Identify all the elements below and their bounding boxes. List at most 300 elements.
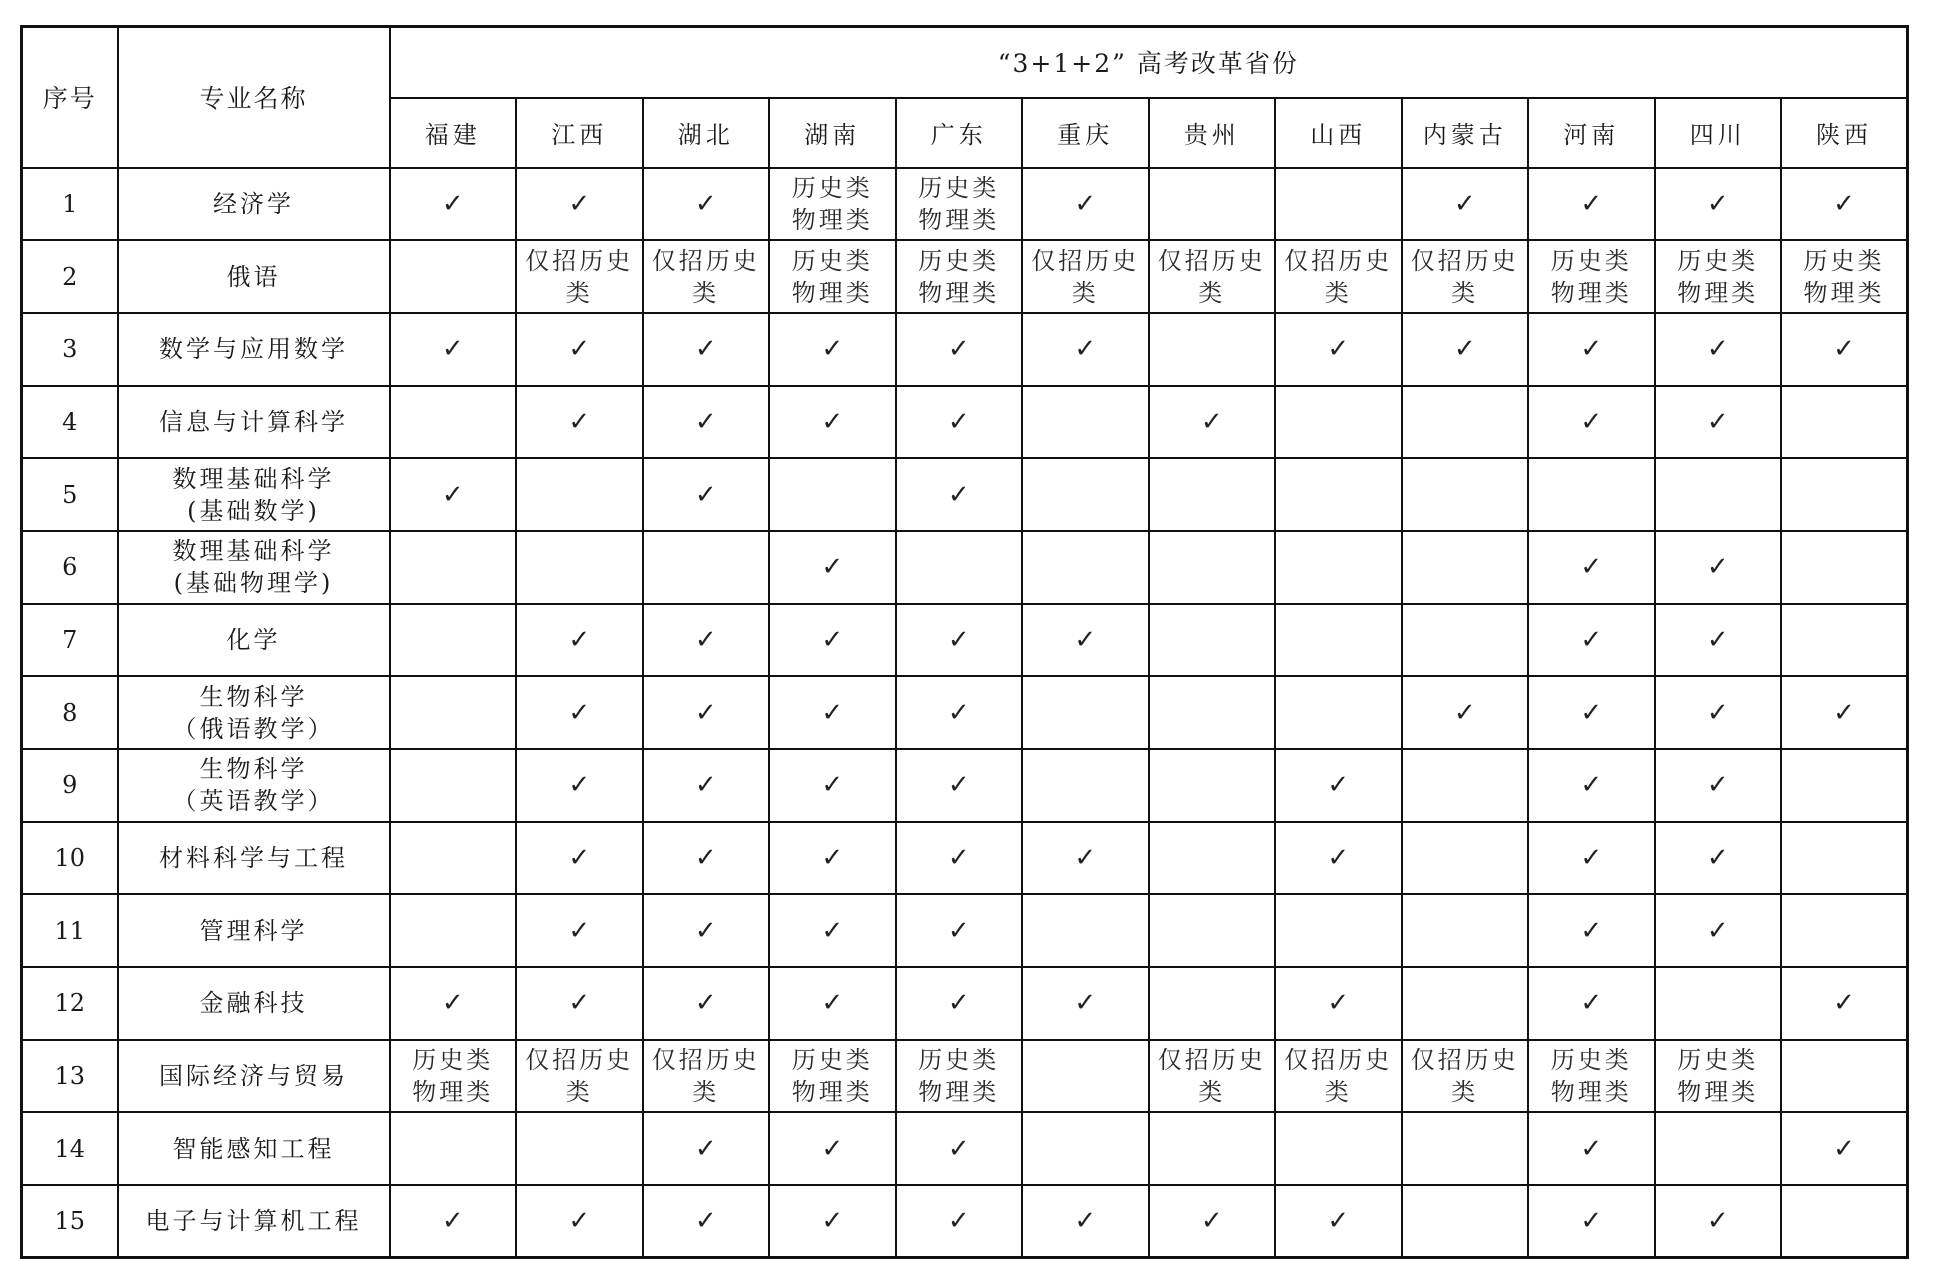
enrollment-note-line: 历史类 [1550, 1046, 1632, 1075]
enrollment-note [1402, 240, 1529, 313]
enrollment-note-line: 仅招历史 [525, 246, 634, 275]
check-icon: ✓ [1781, 1112, 1908, 1185]
check-icon: ✓ [1655, 894, 1782, 967]
empty-cell [1781, 749, 1908, 822]
row-number: 9 [22, 749, 118, 822]
column-header-province: 四川 [1655, 98, 1782, 168]
empty-cell [1022, 531, 1149, 604]
empty-cell [516, 1112, 643, 1185]
enrollment-note-line: 仅招历史 [525, 1046, 634, 1075]
enrollment-note [516, 240, 643, 313]
empty-cell [1022, 749, 1149, 822]
empty-cell [1275, 458, 1402, 531]
check-icon: ✓ [516, 822, 643, 895]
table-row [22, 1040, 1908, 1113]
enrollment-note-line: 物理类 [791, 1078, 873, 1107]
check-icon: ✓ [1022, 1185, 1149, 1258]
check-icon: ✓ [769, 386, 896, 459]
check-icon: ✓ [1275, 967, 1402, 1040]
column-header-major: 专业名称 [118, 27, 390, 168]
major-name [118, 604, 390, 677]
column-header-province: 江西 [516, 98, 643, 168]
empty-cell [896, 531, 1023, 604]
major-name-line: 数理基础科学 [172, 464, 335, 493]
major-name-line: （俄语教学） [172, 714, 335, 743]
check-icon: ✓ [1275, 313, 1402, 386]
enrollment-note-line: 物理类 [412, 1078, 494, 1107]
enrollment-note-line: 物理类 [918, 278, 1000, 307]
column-header-province: 河南 [1528, 98, 1655, 168]
row-number: 4 [22, 386, 118, 459]
major-name [118, 822, 390, 895]
enrollment-note-line: 仅招历史 [1284, 1046, 1393, 1075]
empty-cell [390, 822, 517, 895]
check-icon: ✓ [1528, 676, 1655, 749]
enrollment-note [896, 240, 1023, 313]
major-name [118, 313, 390, 386]
enrollment-note-line: 物理类 [1677, 1078, 1759, 1107]
row-number: 12 [22, 967, 118, 1040]
major-name-line: 信息与计算科学 [159, 407, 348, 436]
check-icon: ✓ [1528, 313, 1655, 386]
enrollment-note [769, 240, 896, 313]
check-icon: ✓ [1528, 531, 1655, 604]
enrollment-note-line: 历史类 [918, 246, 1000, 275]
empty-cell [1149, 313, 1276, 386]
enrollment-note [1149, 240, 1276, 313]
row-number: 3 [22, 313, 118, 386]
empty-cell [390, 240, 517, 313]
enrollment-note-line: 物理类 [1803, 278, 1885, 307]
enrollment-note-line: 类 [1071, 278, 1099, 307]
check-icon: ✓ [643, 822, 770, 895]
enrollment-note [1149, 1040, 1276, 1113]
check-icon: ✓ [1149, 1185, 1276, 1258]
check-icon: ✓ [1528, 967, 1655, 1040]
major-name-line: 生物科学 [199, 755, 308, 784]
enrollment-note-line: 物理类 [1550, 278, 1632, 307]
empty-cell [390, 386, 517, 459]
check-icon: ✓ [643, 458, 770, 531]
enrollment-note-line: 物理类 [918, 1078, 1000, 1107]
enrollment-note-line: 仅招历史 [651, 1046, 760, 1075]
majors-province-table [20, 25, 1909, 1259]
major-name-line: (基础数学) [187, 496, 320, 525]
table-row [22, 676, 1908, 749]
column-header-province: 湖北 [643, 98, 770, 168]
major-name-line: 化学 [226, 625, 281, 654]
check-icon: ✓ [643, 894, 770, 967]
check-icon: ✓ [1149, 386, 1276, 459]
major-name [118, 240, 390, 313]
check-icon: ✓ [1528, 168, 1655, 241]
enrollment-note [1655, 1040, 1782, 1113]
enrollment-note [643, 1040, 770, 1113]
row-number: 14 [22, 1112, 118, 1185]
empty-cell [1402, 386, 1529, 459]
check-icon: ✓ [1022, 967, 1149, 1040]
empty-cell [1149, 1112, 1276, 1185]
check-icon: ✓ [769, 604, 896, 677]
table-row [22, 313, 1908, 386]
empty-cell [1402, 749, 1529, 822]
empty-cell [1781, 1185, 1908, 1258]
check-icon: ✓ [896, 313, 1023, 386]
check-icon: ✓ [1781, 676, 1908, 749]
row-number: 11 [22, 894, 118, 967]
check-icon: ✓ [1528, 604, 1655, 677]
empty-cell [1781, 386, 1908, 459]
check-icon: ✓ [1528, 1112, 1655, 1185]
check-icon: ✓ [1655, 168, 1782, 241]
check-icon: ✓ [643, 749, 770, 822]
empty-cell [1275, 604, 1402, 677]
check-icon: ✓ [390, 313, 517, 386]
check-icon: ✓ [1528, 749, 1655, 822]
enrollment-note-line: 类 [692, 278, 720, 307]
empty-cell [1149, 822, 1276, 895]
check-icon: ✓ [1655, 676, 1782, 749]
column-header-province: 广东 [896, 98, 1023, 168]
empty-cell [769, 458, 896, 531]
check-icon: ✓ [1022, 313, 1149, 386]
check-icon: ✓ [1275, 749, 1402, 822]
enrollment-note-line: 类 [1451, 278, 1479, 307]
major-name-line: 电子与计算机工程 [145, 1207, 362, 1236]
empty-cell [1022, 1040, 1149, 1113]
check-icon: ✓ [1022, 604, 1149, 677]
enrollment-note-line: 历史类 [791, 246, 873, 275]
empty-cell [1402, 531, 1529, 604]
enrollment-note-line: 类 [565, 278, 593, 307]
check-icon: ✓ [1781, 967, 1908, 1040]
enrollment-note-line: 历史类 [791, 1046, 873, 1075]
check-icon: ✓ [769, 822, 896, 895]
check-icon: ✓ [390, 458, 517, 531]
check-icon: ✓ [516, 168, 643, 241]
enrollment-note-line: 物理类 [1550, 1078, 1632, 1107]
empty-cell [1149, 168, 1276, 241]
major-name [118, 1040, 390, 1113]
empty-cell [1149, 604, 1276, 677]
check-icon: ✓ [643, 386, 770, 459]
enrollment-note-line: 仅招历史 [1410, 246, 1519, 275]
enrollment-note-line: 物理类 [791, 278, 873, 307]
enrollment-note-line: 历史类 [1677, 246, 1759, 275]
empty-cell [1149, 676, 1276, 749]
enrollment-note [1528, 240, 1655, 313]
enrollment-note-line: 历史类 [791, 173, 873, 202]
column-header-province: 湖南 [769, 98, 896, 168]
empty-cell [1655, 1112, 1782, 1185]
check-icon: ✓ [1655, 749, 1782, 822]
empty-cell [1781, 1040, 1908, 1113]
column-header-province: 山西 [1275, 98, 1402, 168]
check-icon: ✓ [896, 604, 1023, 677]
empty-cell [390, 676, 517, 749]
row-number: 15 [22, 1185, 118, 1258]
check-icon: ✓ [769, 531, 896, 604]
row-number: 10 [22, 822, 118, 895]
table-row [22, 531, 1908, 604]
major-name [118, 1185, 390, 1258]
major-name [118, 749, 390, 822]
check-icon: ✓ [643, 1112, 770, 1185]
check-icon: ✓ [390, 1185, 517, 1258]
check-icon: ✓ [769, 1185, 896, 1258]
check-icon: ✓ [896, 1185, 1023, 1258]
enrollment-note [1022, 240, 1149, 313]
enrollment-note-line: 历史类 [918, 173, 1000, 202]
check-icon: ✓ [1655, 531, 1782, 604]
check-icon: ✓ [516, 313, 643, 386]
empty-cell [1022, 386, 1149, 459]
check-icon: ✓ [769, 749, 896, 822]
table-row [22, 894, 1908, 967]
check-icon: ✓ [769, 313, 896, 386]
enrollment-note [643, 240, 770, 313]
major-name-line: 数学与应用数学 [159, 335, 348, 364]
enrollment-note [896, 168, 1023, 241]
major-name-line: 智能感知工程 [172, 1134, 335, 1163]
major-name-line: 管理科学 [199, 916, 308, 945]
enrollment-note-line: 仅招历史 [1031, 246, 1140, 275]
empty-cell [390, 531, 517, 604]
check-icon: ✓ [896, 967, 1023, 1040]
check-icon: ✓ [1528, 386, 1655, 459]
enrollment-note-line: 仅招历史 [651, 246, 760, 275]
row-number: 5 [22, 458, 118, 531]
table-row [22, 1185, 1908, 1258]
enrollment-note [769, 1040, 896, 1113]
empty-cell [1275, 168, 1402, 241]
major-name-line: 金融科技 [199, 989, 308, 1018]
check-icon: ✓ [896, 894, 1023, 967]
enrollment-note-line: 仅招历史 [1157, 246, 1266, 275]
enrollment-note [1655, 240, 1782, 313]
empty-cell [1402, 1185, 1529, 1258]
empty-cell [1402, 894, 1529, 967]
enrollment-note-line: 类 [1198, 1078, 1226, 1107]
check-icon: ✓ [1275, 822, 1402, 895]
major-name [118, 458, 390, 531]
empty-cell [1022, 676, 1149, 749]
check-icon: ✓ [1022, 822, 1149, 895]
table-row [22, 168, 1908, 241]
empty-cell [390, 1112, 517, 1185]
major-name-line: (基础物理学) [173, 569, 334, 598]
check-icon: ✓ [1655, 386, 1782, 459]
empty-cell [1022, 894, 1149, 967]
empty-cell [1149, 458, 1276, 531]
check-icon: ✓ [1402, 313, 1529, 386]
check-icon: ✓ [516, 386, 643, 459]
table-row [22, 967, 1908, 1040]
empty-cell [1022, 458, 1149, 531]
enrollment-note-line: 仅招历史 [1410, 1046, 1519, 1075]
check-icon: ✓ [1655, 313, 1782, 386]
enrollment-note [1528, 1040, 1655, 1113]
empty-cell [1781, 894, 1908, 967]
enrollment-note-line: 物理类 [918, 205, 1000, 234]
enrollment-note-line: 类 [692, 1078, 720, 1107]
column-header-province: 内蒙古 [1402, 98, 1529, 168]
check-icon: ✓ [1528, 822, 1655, 895]
check-icon: ✓ [769, 1112, 896, 1185]
table-row [22, 386, 1908, 459]
check-icon: ✓ [643, 604, 770, 677]
province-group-title: “3+1+2” 高考改革省份 [390, 27, 1908, 98]
enrollment-note-line: 类 [1451, 1078, 1479, 1107]
check-icon: ✓ [769, 967, 896, 1040]
check-icon: ✓ [516, 967, 643, 1040]
check-icon: ✓ [390, 168, 517, 241]
empty-cell [390, 894, 517, 967]
check-icon: ✓ [643, 313, 770, 386]
check-icon: ✓ [896, 822, 1023, 895]
enrollment-note [769, 168, 896, 241]
empty-cell [1022, 1112, 1149, 1185]
check-icon: ✓ [896, 386, 1023, 459]
table-body [22, 168, 1908, 1258]
major-name-line: 经济学 [213, 189, 294, 218]
enrollment-note-line: 类 [1198, 278, 1226, 307]
check-icon: ✓ [643, 676, 770, 749]
empty-cell [1402, 967, 1529, 1040]
enrollment-note [390, 1040, 517, 1113]
column-header-province: 陕西 [1781, 98, 1908, 168]
major-name-line: 俄语 [226, 262, 281, 291]
empty-cell [1402, 604, 1529, 677]
enrollment-note-line: 历史类 [1803, 246, 1885, 275]
empty-cell [1402, 1112, 1529, 1185]
major-name [118, 386, 390, 459]
empty-cell [1402, 458, 1529, 531]
major-name-line: 生物科学 [199, 682, 308, 711]
empty-cell [1655, 967, 1782, 1040]
check-icon: ✓ [643, 168, 770, 241]
table-row [22, 240, 1908, 313]
major-name [118, 967, 390, 1040]
empty-cell [643, 531, 770, 604]
enrollment-note [1781, 240, 1908, 313]
major-name [118, 894, 390, 967]
major-name-line: （英语教学） [172, 787, 335, 816]
major-name [118, 168, 390, 241]
enrollment-note [1275, 240, 1402, 313]
major-name [118, 531, 390, 604]
enrollment-note-line: 仅招历史 [1284, 246, 1393, 275]
check-icon: ✓ [390, 967, 517, 1040]
empty-cell [1781, 458, 1908, 531]
check-icon: ✓ [896, 676, 1023, 749]
check-icon: ✓ [643, 967, 770, 1040]
check-icon: ✓ [769, 894, 896, 967]
enrollment-note-line: 历史类 [1677, 1046, 1759, 1075]
table-row [22, 1112, 1908, 1185]
empty-cell [1149, 894, 1276, 967]
check-icon: ✓ [516, 604, 643, 677]
major-name [118, 676, 390, 749]
enrollment-note-line: 类 [565, 1078, 593, 1107]
empty-cell [1275, 676, 1402, 749]
check-icon: ✓ [1528, 894, 1655, 967]
check-icon: ✓ [1781, 168, 1908, 241]
empty-cell [516, 458, 643, 531]
empty-cell [1149, 749, 1276, 822]
check-icon: ✓ [643, 1185, 770, 1258]
enrollment-note [516, 1040, 643, 1113]
enrollment-note-line: 物理类 [791, 205, 873, 234]
enrollment-note-line: 历史类 [412, 1046, 494, 1075]
empty-cell [1781, 822, 1908, 895]
row-number: 13 [22, 1040, 118, 1113]
empty-cell [1275, 386, 1402, 459]
empty-cell [1781, 531, 1908, 604]
check-icon: ✓ [896, 749, 1023, 822]
enrollment-note-line: 仅招历史 [1157, 1046, 1266, 1075]
enrollment-note [1402, 1040, 1529, 1113]
check-icon: ✓ [1022, 168, 1149, 241]
enrollment-note [896, 1040, 1023, 1113]
check-icon: ✓ [516, 749, 643, 822]
header-row-title [22, 27, 1908, 98]
row-number: 1 [22, 168, 118, 241]
empty-cell [1275, 531, 1402, 604]
check-icon: ✓ [769, 676, 896, 749]
row-number: 2 [22, 240, 118, 313]
empty-cell [1781, 604, 1908, 677]
major-name-line: 数理基础科学 [172, 537, 335, 566]
major-name [118, 1112, 390, 1185]
check-icon: ✓ [1275, 1185, 1402, 1258]
column-header-province: 重庆 [1022, 98, 1149, 168]
row-number: 8 [22, 676, 118, 749]
empty-cell [1275, 894, 1402, 967]
empty-cell [516, 531, 643, 604]
check-icon: ✓ [896, 1112, 1023, 1185]
check-icon: ✓ [1781, 313, 1908, 386]
empty-cell [1655, 458, 1782, 531]
enrollment-note-line: 物理类 [1677, 278, 1759, 307]
check-icon: ✓ [1655, 822, 1782, 895]
empty-cell [1402, 822, 1529, 895]
empty-cell [390, 749, 517, 822]
check-icon: ✓ [1402, 676, 1529, 749]
enrollment-note-line: 类 [1324, 1078, 1352, 1107]
check-icon: ✓ [1528, 1185, 1655, 1258]
enrollment-note-line: 历史类 [1550, 246, 1632, 275]
empty-cell [390, 604, 517, 677]
empty-cell [1149, 531, 1276, 604]
check-icon: ✓ [516, 676, 643, 749]
column-header-province: 贵州 [1149, 98, 1276, 168]
table-row [22, 749, 1908, 822]
row-number: 7 [22, 604, 118, 677]
row-number: 6 [22, 531, 118, 604]
empty-cell [1528, 458, 1655, 531]
check-icon: ✓ [1655, 604, 1782, 677]
enrollment-note [1275, 1040, 1402, 1113]
table-row [22, 822, 1908, 895]
empty-cell [1149, 967, 1276, 1040]
check-icon: ✓ [1402, 168, 1529, 241]
major-name-line: 材料科学与工程 [159, 844, 348, 873]
check-icon: ✓ [516, 894, 643, 967]
check-icon: ✓ [1655, 1185, 1782, 1258]
check-icon: ✓ [896, 458, 1023, 531]
enrollment-note-line: 类 [1324, 278, 1352, 307]
